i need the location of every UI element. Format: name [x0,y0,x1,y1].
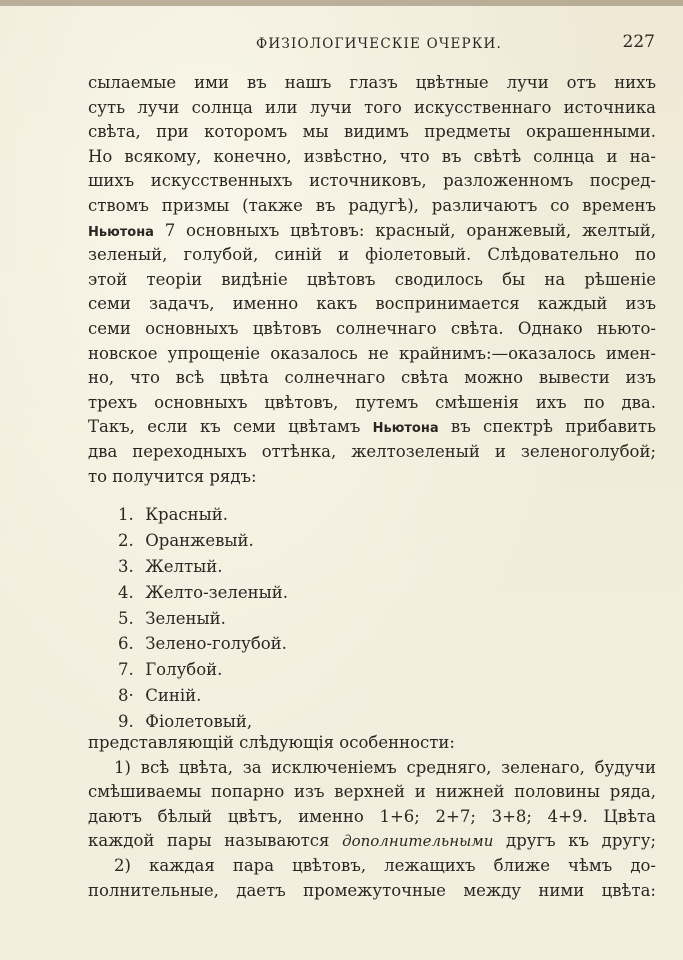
list-label: Оранжевый. [145,530,254,550]
text-line: полнительные, даетъ промежуточные между ними цвѣта: [88,880,656,900]
text-line: 2) каждая пара цвѣтовъ, лежащихъ ближе чѣмъ до- [114,855,656,875]
text-line: семи задачъ, именно какъ воспринимается каждый изъ [88,294,656,314]
list-item [118,580,288,606]
list-label: Голубой. [145,660,223,680]
text-line: шихъ искусственныхъ источниковъ, разложенномъ посред- [88,171,656,191]
color-list [118,502,288,735]
text-line: зеленый, голубой, синій и фіолетовый. Слѣдовательно по [88,245,656,265]
text-line: суть лучи солнца или лучи того искусственнаго источника [88,97,656,117]
list-item [118,683,288,709]
text-line: Такъ, если къ семи цвѣтамъ Ньютона въ спектрѣ прибавить [88,417,656,437]
list-item [118,606,288,632]
text-line: то получится рядъ: [88,466,257,486]
paragraph-1 [88,71,656,489]
text-line: представляющій слѣдующія особенности: [88,733,455,752]
list-number: 5. [118,608,134,628]
text-line: Но всякому, конечно, извѣстно, что въ свѣтѣ солнца и на- [88,146,656,166]
list-number: 8· [118,686,134,706]
list-number: 3. [118,556,134,576]
text-line: этой теоріи видѣніе цвѣтовъ сводилось бы на рѣшеніе [88,269,656,289]
text-line: ствомъ призмы (также въ радугѣ), различаютъ со временъ [88,195,656,215]
list-label: Зеленый. [145,608,226,628]
list-label: Синій. [145,686,202,706]
list-label: Желто-зеленый. [145,582,289,602]
text-line: каждой пары называются дополнительными другъ къ другу; [88,831,656,851]
person-name: Ньютона [88,224,154,240]
list-item [118,502,288,528]
text-line: трехъ основныхъ цвѣтовъ, путемъ смѣшенія ихъ по два. [88,392,656,412]
text-line: даютъ бѣлый цвѣтъ, именно 1+6; 2+7; 3+8; 4+9. Цвѣта [88,806,656,826]
list-label: Фіолетовый, [145,712,253,732]
list-label: Желтый. [145,556,223,576]
list-label: Красный. [145,505,229,524]
list-number: 6. [118,634,134,654]
list-number: 2. [118,530,134,550]
text-line: свѣта, при которомъ мы видимъ предметы окрашенными. [88,122,656,142]
list-label: Зелено-голубой. [145,634,287,654]
text-line: Ньютона 7 основныхъ цвѣтовъ: красный, оранжевый, желтый, [88,220,656,240]
list-number: 9. [118,712,134,732]
page-top-edge [0,0,683,6]
list-number: 1. [118,505,134,524]
text-line: новское упрощеніе оказалось не крайнимъ:—оказалось имен- [88,343,656,363]
text-line: смѣшиваемы попарно изъ верхней и нижней половины ряда, [88,782,656,802]
text-line: но, что всѣ цвѣта солнечнаго свѣта можно вывести изъ [88,368,656,388]
paragraph-2 [88,731,656,903]
running-title: ФИЗІОЛОГИЧЕСКІЕ ОЧЕРКИ. [256,36,502,52]
list-item [118,528,288,554]
person-name: Ньютона [372,421,439,437]
page-number: 227 [622,32,655,52]
italic-term: дополнительными [342,832,494,851]
list-number: 7. [118,660,134,680]
text-line: 1) всѣ цвѣта, за исключеніемъ средняго, зеленаго, будучи [114,757,656,777]
list-item [118,554,288,580]
list-item [118,657,288,683]
text-line: два переходныхъ оттѣнка, желтозеленый и зеленоголубой; [88,441,656,461]
running-head [0,34,683,58]
text-line: семи основныхъ цвѣтовъ солнечнаго свѣта. Однако ньюто- [88,318,656,338]
list-number: 4. [118,582,134,602]
list-item [118,631,288,657]
text-line: сылаемые ими въ нашъ глазъ цвѣтные лучи отъ нихъ [88,73,656,92]
